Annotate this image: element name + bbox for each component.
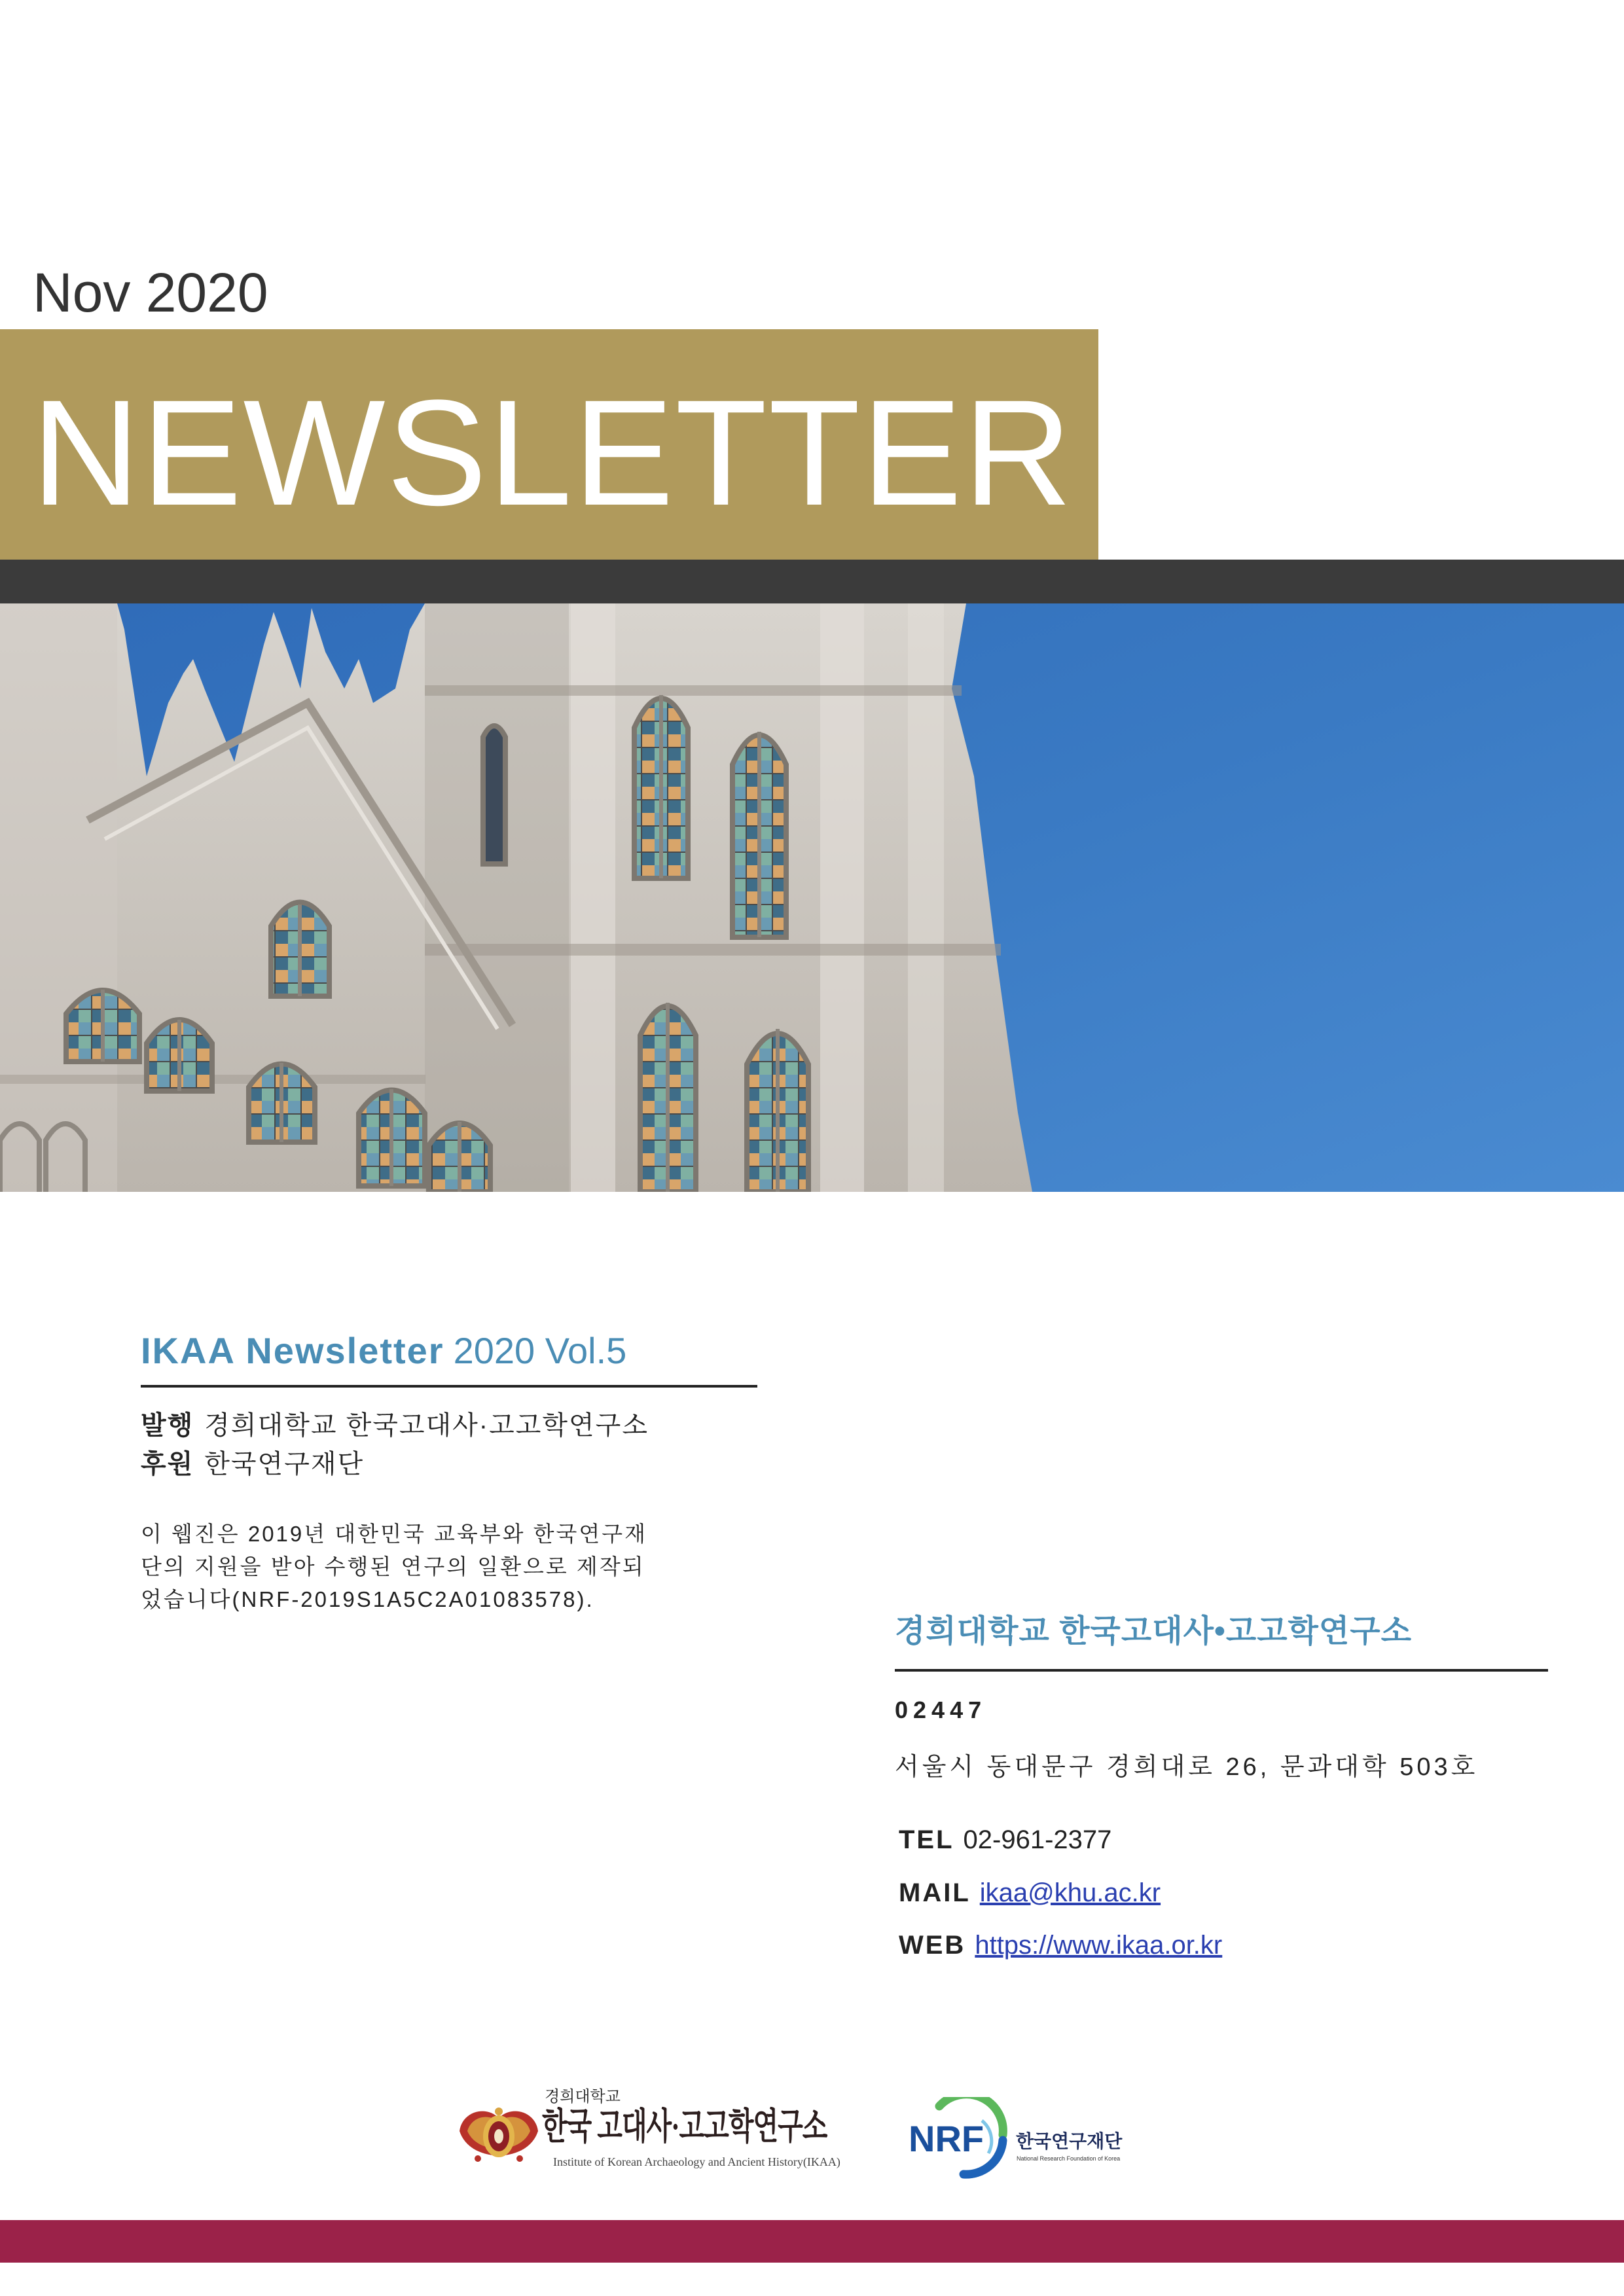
publisher-label: 발행 (141, 1411, 194, 1440)
ikaa-logo-english: Institute of Korean Archaeology and Ancient History(IKAA) (553, 2155, 840, 2168)
sponsor-label: 후원 (141, 1450, 194, 1479)
tel-label: TEL (899, 1825, 954, 1854)
sponsor-name: 한국연구재단 (204, 1450, 365, 1479)
issue-divider (141, 1385, 757, 1388)
tel-number: 02-961-2377 (963, 1825, 1112, 1854)
newsletter-title: NEWSLETTER (31, 368, 1074, 537)
mail-line (899, 1880, 1161, 1906)
header-divider-bar (0, 560, 1624, 603)
issue-heading (141, 1330, 627, 1371)
web-line (899, 1932, 1222, 1958)
email-link[interactable]: ikaa@khu.ac.kr (979, 1878, 1161, 1907)
institute-name: 경희대학교 한국고대사•고고학연구소 (895, 1614, 1413, 1649)
funding-note-line: 단의 지원을 받아 수행된 연구의 일환으로 제작되 (141, 1554, 645, 1579)
sponsor-line (141, 1445, 364, 1484)
nrf-logo-name: 한국연구재단 (1016, 2131, 1123, 2151)
publisher-line (141, 1407, 649, 1445)
funding-note-line: 이 웹진은 2019년 대한민국 교육부와 한국연구재 (141, 1522, 648, 1546)
web-label: WEB (899, 1931, 966, 1960)
publisher-name: 경희대학교 한국고대사·고고학연구소 (204, 1411, 649, 1440)
ikaa-logo-university: 경희대학교 (545, 2088, 621, 2106)
footer-bar (0, 2220, 1624, 2263)
tel-line (899, 1827, 1111, 1853)
gothic-building-photo (0, 603, 1624, 1192)
contact-divider (895, 1669, 1548, 1672)
issue-volume: 2020 Vol.5 (453, 1330, 627, 1371)
issue-date: Nov 2020 (33, 262, 268, 323)
title-band (0, 329, 1098, 560)
nrf-logo-english: National Research Foundation of Korea (1017, 2155, 1121, 2162)
issue-name: IKAA Newsletter (141, 1330, 444, 1371)
cover-photo (0, 603, 1624, 1192)
funding-note-line: 었습니다(NRF-2019S1A5C2A01083578). (141, 1587, 594, 1611)
postal-code: 02447 (895, 1696, 987, 1723)
mail-label: MAIL (899, 1878, 971, 1907)
nrf-logo-mark: NRF (909, 2118, 984, 2159)
website-link[interactable]: https://www.ikaa.or.kr (975, 1931, 1223, 1960)
ikaa-emblem-icon (458, 2106, 539, 2164)
ikaa-logo-name: 한국 고대사·고고학연구소 (542, 2106, 827, 2147)
address: 서울시 동대문구 경희대로 26, 문과대학 503호 (895, 1753, 1479, 1781)
